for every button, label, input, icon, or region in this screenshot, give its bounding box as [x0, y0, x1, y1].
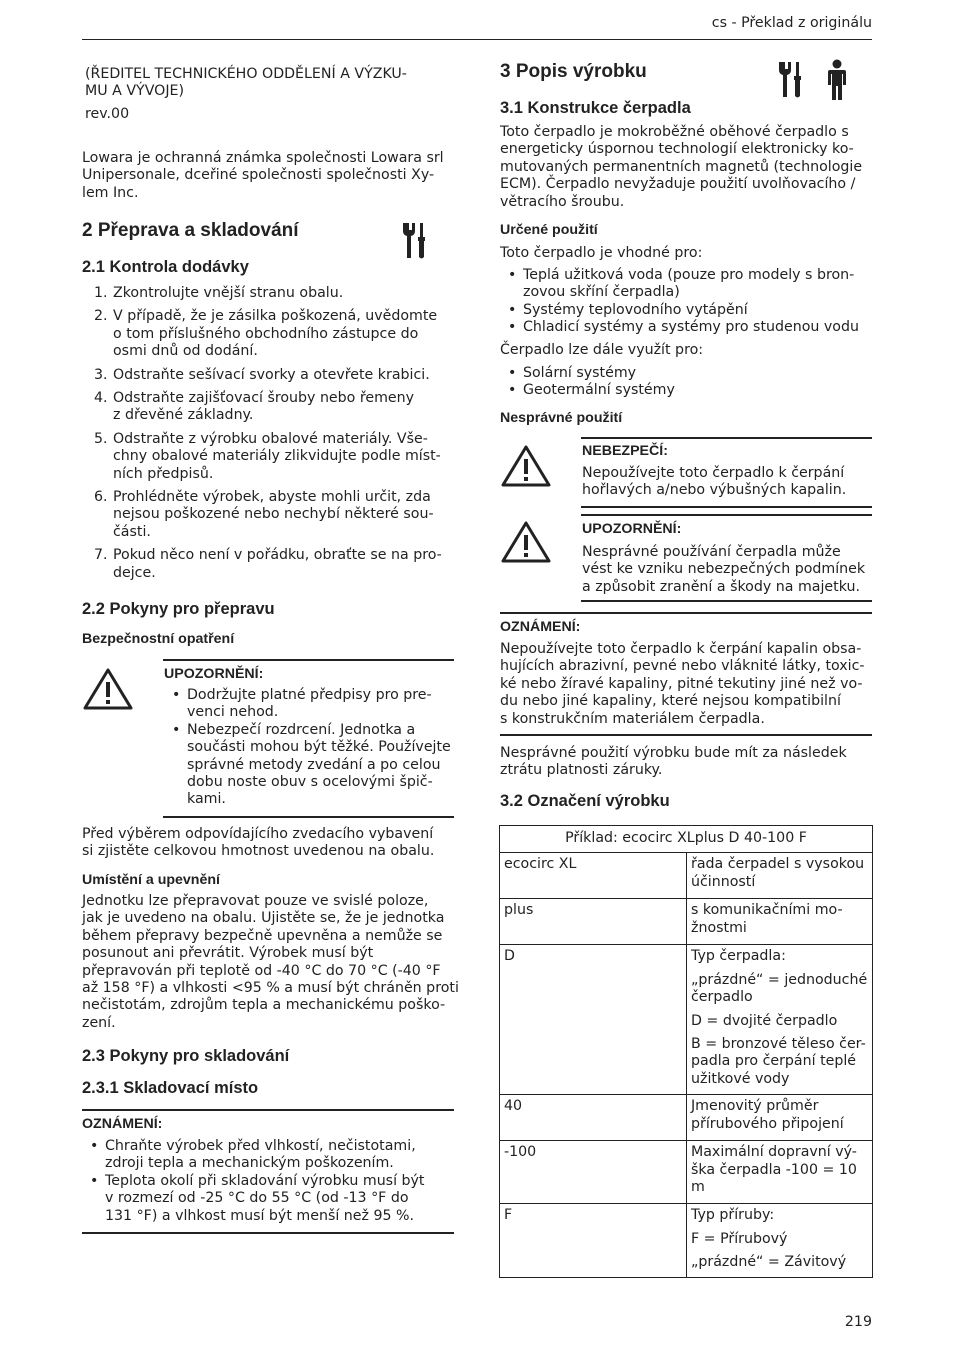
- description-line: ška čerpadla -100 = 10: [691, 1161, 857, 1178]
- list-item: [500, 302, 880, 319]
- placement-line: přepravován při teplotě od -40 °C do 70 °C (-40 °F: [82, 962, 441, 979]
- step-text-line: Odstraňte sešívací svorky a otevřete krabici.: [113, 366, 430, 383]
- construction-line: Toto čerpadlo je mokroběžné oběhové čerpadlo s: [500, 124, 849, 140]
- person-icon: [824, 59, 850, 103]
- section-2-1-title: 2.1 Kontrola dodávky: [82, 258, 249, 276]
- construction-line: mutovaných permanentních magnetů (technologie: [500, 158, 863, 175]
- description-paragraph: [691, 972, 868, 1007]
- list-item: [164, 722, 459, 809]
- description-line: F = Přírubový: [691, 1230, 788, 1247]
- list-item-line: dobu noste obuv s ocelovými špič-: [187, 774, 433, 791]
- construction-paragraph: [500, 124, 862, 211]
- trademark-line: lem Inc.: [82, 184, 139, 201]
- table-header-cell: Příklad: ecocirc XLplus D 40-100 F: [500, 826, 873, 853]
- notice-label: OZNÁMENÍ:: [82, 1116, 163, 1132]
- description-cell: [687, 899, 873, 945]
- notice-line: hujících abrazivní, pevné nebo vláknité látky, toxic-: [500, 658, 865, 675]
- description-line: D = dvojité čerpadlo: [691, 1012, 838, 1029]
- list-item: [82, 547, 462, 582]
- description-cell: [687, 1095, 873, 1141]
- step-text-line: Pokud něco není v pořádku, obraťte se na pro-: [113, 547, 442, 564]
- placement-subheading: Umístění a upevnění: [82, 872, 220, 888]
- description-paragraph: [691, 856, 868, 891]
- warning-text: [582, 544, 865, 596]
- also-use-intro: Čerpadlo lze dále využít pro:: [500, 342, 704, 358]
- intended-use-subheading: Určené použití: [500, 222, 598, 238]
- warning-list: [164, 687, 459, 809]
- danger-triangle-icon: [500, 444, 552, 488]
- warning-rule-bottom: [581, 600, 872, 602]
- warning-line: a způsobit zranění a škody na majetku.: [582, 578, 860, 595]
- list-item: [82, 1173, 462, 1225]
- trademark-line: Lowara je ochranná známka společnosti Lowara srl: [82, 150, 444, 166]
- danger-rule-bottom: [581, 506, 872, 508]
- list-item-line: • Systémy teplovodního vytápění: [523, 301, 748, 318]
- code-cell: 40: [500, 1095, 687, 1141]
- warning-rule-top: [163, 659, 454, 661]
- description-line: Typ čerpadla:: [691, 948, 786, 965]
- description-line: Jmenovitý průměr: [691, 1098, 819, 1115]
- placement-line: během přepravy bezpečně upevněna a nemůže se: [82, 927, 443, 944]
- notice-rule-bottom: [500, 734, 872, 736]
- warning-rule-bottom: [163, 816, 454, 818]
- signatory-line: MU A VÝVOJE): [85, 83, 185, 100]
- signatory-block: [85, 66, 407, 123]
- description-line: účinností: [691, 873, 756, 890]
- code-cell: D: [500, 945, 687, 1095]
- construction-line: energeticky úspornou technologií elektronicky ko-: [500, 141, 854, 158]
- step-text-line: části.: [113, 523, 151, 540]
- trademark-note: [82, 150, 444, 202]
- step-text-line: nejsou poškozené nebo nechybí některé sou-: [113, 506, 434, 523]
- intended-use-intro: Toto čerpadlo je vhodné pro:: [500, 245, 703, 261]
- placement-line: posunout ani převrátit. Výrobek musí být: [82, 945, 374, 962]
- also-use-list: [500, 365, 880, 400]
- table-row: [500, 945, 873, 1095]
- list-item-line: • Teplá užitková voda (pouze pro modely s bron-: [523, 267, 855, 283]
- description-line: m: [691, 1179, 705, 1196]
- description-cell: [687, 1204, 873, 1278]
- placement-line: až 158 °F) a vlhkosti <95 % a musí být chráněn proti: [82, 980, 459, 997]
- description-cell: [687, 853, 873, 899]
- description-line: B = bronzové těleso čer-: [691, 1036, 866, 1053]
- description-paragraph: [691, 1036, 868, 1088]
- description-line: „prázdné“ = Závitový: [691, 1254, 847, 1271]
- warranty-note: [500, 745, 847, 780]
- description-line: s komunikačními mo-: [691, 902, 843, 919]
- placement-line: zení.: [82, 1014, 116, 1031]
- list-item-line: v rozmezí od -25 °C do 55 °C (od -13 °F do: [105, 1190, 409, 1207]
- step-text-line: Zkontrolujte vnější stranu obalu.: [113, 285, 344, 301]
- description-paragraph: [691, 1231, 868, 1248]
- description-paragraph: [691, 1013, 868, 1030]
- table-row: [500, 1095, 873, 1141]
- step-text-line: Prohlédněte výrobek, abyste mohli určit, zda: [113, 489, 431, 506]
- list-item: [500, 365, 880, 382]
- list-item: [164, 687, 459, 722]
- warning-rule-top: [581, 514, 872, 516]
- notice-line: Nepoužívejte toto čerpadlo k čerpání kapalin obsa-: [500, 641, 862, 657]
- description-paragraph: [691, 902, 868, 937]
- list-item-line: • Teplota okolí při skladování výrobku musí být: [105, 1172, 425, 1189]
- notice-line: s konstrukčním materiálem čerpadla.: [500, 710, 765, 727]
- step-text-line: chny obalové materiály zlikvidujte podle míst-: [113, 448, 441, 465]
- step-text-line: V případě, že je zásilka poškozená, uvědomte: [113, 308, 438, 325]
- section-3-title: 3 Popis výrobku: [500, 61, 647, 82]
- description-line: řada čerpadel s vysokou: [691, 856, 865, 873]
- notice-rule-top: [500, 612, 872, 614]
- notice-label: OZNÁMENÍ:: [500, 619, 581, 635]
- list-item-line: kami.: [187, 791, 226, 808]
- danger-line: hořlavých a/nebo výbušných kapalin.: [582, 482, 847, 499]
- list-item: [82, 1138, 462, 1173]
- warning-line: Nesprávné používání čerpadla může: [582, 544, 841, 560]
- placement-paragraph: [82, 893, 459, 1032]
- description-line: užitkové vody: [691, 1070, 790, 1087]
- table-row: [500, 1204, 873, 1278]
- description-paragraph: [691, 1098, 868, 1133]
- danger-label: NEBEZPEČÍ:: [582, 443, 668, 459]
- step-number: 2.: [94, 308, 108, 325]
- step-text-line: Odstraňte z výrobku obalové materiály. Vše-: [113, 430, 428, 447]
- step-text-line: osmi dnů od dodání.: [113, 343, 258, 360]
- step-number: 6.: [94, 489, 108, 506]
- notice-rule-top: [82, 1109, 454, 1111]
- notice-rule-bottom: [82, 1232, 454, 1234]
- list-item: [82, 489, 462, 541]
- description-cell: [687, 1141, 873, 1204]
- notice-text: [500, 641, 865, 728]
- tools-icon: [776, 60, 808, 100]
- description-line: „prázdné“ = jednoduché: [691, 971, 868, 988]
- list-item-line: • Nebezpečí rozdrcení. Jednotka a: [187, 721, 416, 738]
- weight-line: si zjistěte celkovou hmotnost uvedenou na obalu.: [82, 843, 435, 860]
- notice-line: du nebo jiné kapaliny, které nejsou kompatibilní: [500, 693, 841, 710]
- section-2-3-1-title: 2.3.1 Skladovací místo: [82, 1079, 259, 1097]
- product-designation-table: [499, 825, 873, 1278]
- safety-subheading: Bezpečnostní opatření: [82, 631, 235, 647]
- step-number: 1.: [94, 285, 108, 301]
- danger-rule-top: [581, 437, 872, 439]
- section-3-1-title: 3.1 Konstrukce čerpadla: [500, 99, 691, 117]
- description-cell: [687, 945, 873, 1095]
- step-number: 3.: [94, 366, 108, 383]
- table-row: [500, 853, 873, 899]
- inspection-steps-list: [82, 285, 462, 588]
- step-text-line: Odstraňte zajišťovací šrouby nebo řemeny: [113, 390, 415, 407]
- description-line: padla pro čerpání teplé: [691, 1053, 857, 1070]
- warranty-line: ztrátu platnosti záruky.: [500, 762, 663, 779]
- list-item-line: • Geotermální systémy: [523, 382, 675, 399]
- danger-line: Nepoužívejte toto čerpadlo k čerpání: [582, 465, 845, 481]
- danger-text: [582, 465, 846, 500]
- section-3-2-title: 3.2 Označení výrobku: [500, 792, 670, 810]
- table-row: [500, 1141, 873, 1204]
- warning-label: UPOZORNĚNÍ:: [164, 666, 264, 682]
- list-item-line: venci nehod.: [187, 704, 279, 721]
- weight-note: [82, 826, 434, 861]
- tools-icon: [400, 221, 432, 261]
- code-cell: F: [500, 1204, 687, 1278]
- list-item-line: správné metody zvedání a po celou: [187, 756, 441, 773]
- warning-triangle-icon: [500, 520, 552, 564]
- step-number: 7.: [94, 547, 108, 564]
- step-text-line: dejce.: [113, 564, 156, 581]
- step-text-line: ních předpisů.: [113, 465, 214, 482]
- placement-line: Jednotku lze přepravovat pouze ve svislé poloze,: [82, 893, 429, 909]
- list-item-line: součásti mohou být těžké. Používejte: [187, 739, 451, 756]
- list-item: [82, 390, 462, 425]
- weight-line: Před výběrem odpovídajícího zvedacího vybavení: [82, 826, 434, 842]
- intended-use-list: [500, 267, 880, 337]
- list-item: [82, 308, 462, 360]
- list-item: [82, 285, 462, 302]
- table-row: [500, 899, 873, 945]
- list-item-line: zdroji tepla a mechanickým poškozením.: [105, 1155, 394, 1172]
- list-item-line: zovou skříní čerpadla): [523, 284, 680, 301]
- improper-use-subheading: Nesprávné použití: [500, 410, 623, 426]
- warning-triangle-icon: [82, 667, 134, 711]
- notice-line: ké nebo žíravé kapaliny, pitné tekutiny jiné než vo-: [500, 675, 863, 692]
- section-2-title: 2 Přeprava a skladování: [82, 220, 299, 241]
- code-cell: plus: [500, 899, 687, 945]
- description-line: přírubového připojení: [691, 1115, 844, 1132]
- construction-line: ECM). Čerpadlo nevyžaduje použití uvolňovacího /: [500, 176, 856, 193]
- description-paragraph: [691, 948, 868, 965]
- code-cell: -100: [500, 1141, 687, 1204]
- header-rule: [82, 39, 872, 40]
- description-line: žnostmi: [691, 919, 747, 936]
- step-number: 5.: [94, 430, 108, 447]
- header-language-note: cs - Překlad z originálu: [711, 15, 872, 31]
- warning-label: UPOZORNĚNÍ:: [582, 521, 682, 537]
- description-line: Maximální dopravní vý-: [691, 1144, 857, 1161]
- signatory-line: (ŘEDITEL TECHNICKÉHO ODDĚLENÍ A VÝZKU-: [85, 66, 407, 82]
- code-cell: ecocirc XL: [500, 853, 687, 899]
- list-item-line: 131 °F) a vlhkost musí být menší než 95 %.: [105, 1207, 415, 1224]
- trademark-line: Unipersonale, dceřiné společnosti společnosti Xy-: [82, 167, 435, 184]
- placement-line: nečistotám, zdrojům tepla a mechanickému poško-: [82, 997, 446, 1014]
- list-item: [500, 319, 880, 336]
- list-item-line: • Chladicí systémy a systémy pro studenou vodu: [523, 319, 859, 336]
- list-item: [500, 382, 880, 399]
- notice-list: [82, 1138, 462, 1225]
- description-paragraph: [691, 1254, 868, 1271]
- revision: rev.00: [85, 105, 130, 122]
- list-item-line: • Solární systémy: [523, 365, 637, 381]
- description-paragraph: [691, 1144, 868, 1196]
- section-2-2-title: 2.2 Pokyny pro přepravu: [82, 600, 275, 618]
- description-paragraph: [691, 1207, 868, 1224]
- construction-line: větracího šroubu.: [500, 193, 625, 210]
- list-item: [82, 431, 462, 483]
- description-line: čerpadlo: [691, 989, 753, 1006]
- list-item: [82, 367, 462, 384]
- page-number: 219: [844, 1314, 872, 1330]
- step-number: 4.: [94, 390, 108, 407]
- list-item: [500, 267, 880, 302]
- section-2-3-title: 2.3 Pokyny pro skladování: [82, 1047, 290, 1065]
- placement-line: jak je uvedeno na obalu. Ujistěte se, že je jednotka: [82, 910, 445, 927]
- step-text-line: o tom příslušného obchodního zástupce do: [113, 325, 419, 342]
- list-item-line: • Chraňte výrobek před vlhkostí, nečistotami,: [105, 1138, 416, 1154]
- warning-line: vést ke vzniku nebezpečných podmínek: [582, 561, 866, 578]
- step-text-line: z dřevěné základny.: [113, 407, 254, 424]
- warranty-line: Nesprávné použití výrobku bude mít za následek: [500, 745, 847, 761]
- table-header-row: [500, 826, 873, 853]
- list-item-line: • Dodržujte platné předpisy pro pre-: [187, 687, 432, 703]
- description-line: Typ příruby:: [691, 1207, 775, 1224]
